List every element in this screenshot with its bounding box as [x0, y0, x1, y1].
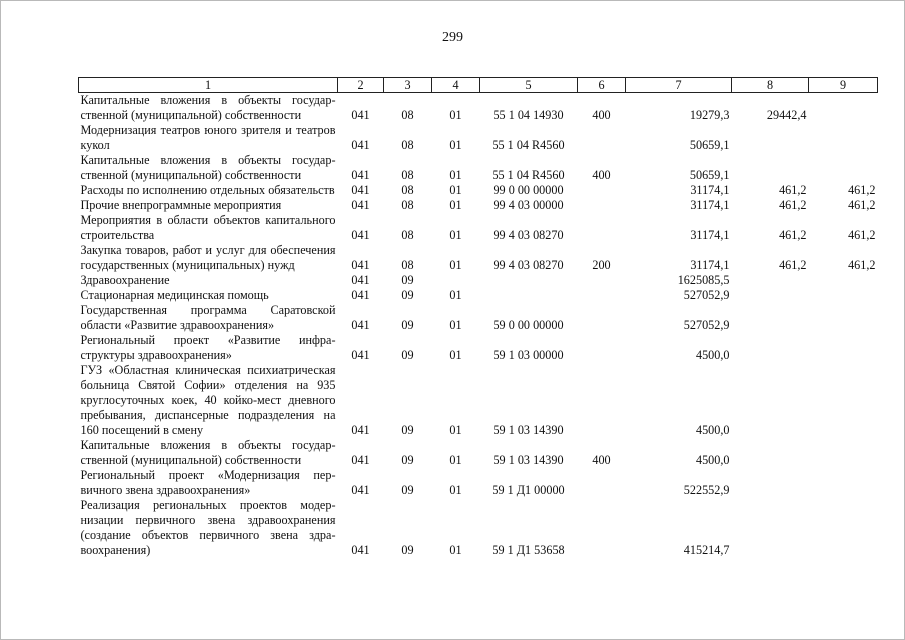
section-code-cell: 09 — [401, 288, 414, 302]
column-header-8: 8 — [732, 78, 809, 93]
expense-type-cell: 400 — [592, 108, 611, 122]
table-row — [79, 213, 878, 243]
section-code-cell: 09 — [401, 423, 414, 437]
section-code-cell: 09 — [401, 318, 414, 332]
section-code-cell: 08 — [401, 228, 414, 242]
subsection-code-cell: 01 — [449, 168, 462, 182]
amount-col9-cell: 461,2 — [848, 258, 876, 272]
section-code-cell: 08 — [401, 138, 414, 152]
table-body — [79, 93, 878, 559]
row-name-cell: Реализация региональных проектов модернизации первичного звена здравоохранения (создание объектов первичного звена здравоохранения) — [80, 498, 336, 557]
row-name-cell: Расходы по исполнению отдельных обязательств — [80, 183, 335, 197]
subsection-code-cell: 01 — [449, 318, 462, 332]
section-code-cell: 08 — [401, 183, 414, 197]
amount-col7-cell: 50659,1 — [689, 168, 730, 182]
amount-col7-cell: 31174,1 — [690, 198, 730, 212]
department-code-cell: 041 — [351, 318, 370, 332]
department-code-cell: 041 — [351, 138, 370, 152]
target-article-cell: 59 0 00 00000 — [493, 318, 564, 332]
column-header-1: 1 — [79, 78, 338, 93]
table-row — [79, 123, 878, 153]
amount-col8-cell — [732, 498, 809, 558]
department-code-cell: 041 — [351, 273, 370, 287]
department-code-cell: 041 — [351, 423, 370, 437]
row-name-cell: Закупка товаров, работ и услуг для обеспечения государственных (муниципальных) нужд — [80, 243, 336, 272]
amount-col7-cell: 527052,9 — [683, 288, 730, 302]
amount-col7-cell: 31174,1 — [690, 228, 730, 242]
department-code-cell: 041 — [351, 198, 370, 212]
subsection-code-cell — [432, 273, 480, 288]
amount-col9-cell — [809, 303, 878, 333]
target-article-cell: 55 1 04 14930 — [493, 108, 564, 122]
department-code-cell: 041 — [351, 288, 370, 302]
expense-type-cell — [578, 303, 626, 333]
target-article-cell — [480, 288, 578, 303]
amount-col8-cell — [732, 123, 809, 153]
amount-col9-cell — [809, 363, 878, 438]
amount-col8-cell — [732, 288, 809, 303]
department-code-cell: 041 — [351, 168, 370, 182]
column-header-4: 4 — [432, 78, 480, 93]
expense-type-cell — [578, 333, 626, 363]
amount-col7-cell: 4500,0 — [695, 348, 730, 362]
amount-col9-cell: 461,2 — [848, 228, 876, 242]
amount-col8-cell: 461,2 — [779, 183, 807, 197]
amount-col8-cell — [732, 468, 809, 498]
amount-col8-cell — [732, 438, 809, 468]
amount-col9-cell — [809, 498, 878, 558]
target-article-cell: 99 4 03 08270 — [493, 258, 564, 272]
amount-col8-cell — [732, 363, 809, 438]
subsection-code-cell: 01 — [449, 543, 462, 557]
subsection-code-cell: 01 — [449, 228, 462, 242]
table-row — [79, 93, 878, 124]
amount-col8-cell: 461,2 — [779, 198, 807, 212]
expense-type-cell — [578, 498, 626, 558]
amount-col8-cell: 461,2 — [779, 258, 807, 272]
subsection-code-cell: 01 — [449, 198, 462, 212]
column-header-6: 6 — [578, 78, 626, 93]
amount-col7-cell: 19279,3 — [689, 108, 730, 122]
section-code-cell: 08 — [401, 108, 414, 122]
amount-col9-cell — [809, 468, 878, 498]
column-header-9: 9 — [809, 78, 878, 93]
department-code-cell: 041 — [351, 183, 370, 197]
expense-type-cell: 200 — [592, 258, 611, 272]
section-code-cell: 09 — [401, 483, 414, 497]
amount-col8-cell — [732, 153, 809, 183]
table-row — [79, 153, 878, 183]
table-row — [79, 198, 878, 213]
amount-col9-cell — [809, 93, 878, 124]
amount-col7-cell: 31174,1 — [690, 258, 730, 272]
target-article-cell: 59 1 03 00000 — [493, 348, 564, 362]
department-code-cell: 041 — [351, 108, 370, 122]
amount-col7-cell: 4500,0 — [695, 423, 730, 437]
subsection-code-cell: 01 — [449, 348, 462, 362]
row-name-cell: Мероприятия в области объектов капитального строительства — [80, 213, 336, 242]
target-article-cell: 59 1 03 14390 — [493, 423, 564, 437]
section-code-cell: 08 — [401, 168, 414, 182]
target-article-cell: 99 4 03 08270 — [493, 228, 564, 242]
row-name-cell: Региональный проект «Развитие инфраструктуры здравоохранения» — [80, 333, 336, 362]
expense-type-cell: 400 — [592, 168, 611, 182]
column-header-3: 3 — [384, 78, 432, 93]
expense-type-cell — [578, 288, 626, 303]
amount-col8-cell — [732, 333, 809, 363]
table-header-row — [79, 78, 878, 93]
column-header-2: 2 — [338, 78, 384, 93]
table-row — [79, 183, 878, 198]
department-code-cell: 041 — [351, 228, 370, 242]
amount-col8-cell: 29442,4 — [766, 108, 807, 122]
expense-type-cell — [578, 183, 626, 198]
table-row — [79, 243, 878, 273]
amount-col9-cell — [809, 438, 878, 468]
row-name-cell: Государственная программа Саратовской области «Развитие здравоохранения» — [80, 303, 336, 332]
target-article-cell: 59 1 Д1 00000 — [492, 483, 565, 497]
expense-type-cell — [578, 213, 626, 243]
amount-col7-cell: 527052,9 — [683, 318, 730, 332]
amount-col7-cell: 415214,7 — [683, 543, 730, 557]
subsection-code-cell: 01 — [449, 483, 462, 497]
section-code-cell: 09 — [401, 348, 414, 362]
target-article-cell — [480, 273, 578, 288]
table-row — [79, 468, 878, 498]
row-name-cell: Здравоохранение — [80, 273, 170, 287]
table-row — [79, 363, 878, 438]
expense-type-cell — [578, 273, 626, 288]
amount-col9-cell — [809, 288, 878, 303]
section-code-cell: 09 — [401, 273, 414, 287]
row-name-cell: ГУЗ «Областная клиническая психиатрическая больница Святой Софии» отделения на 935 круглосуточных коек, 40 койко-мест дневного пребывания, диспансерные подразделения на 160 посещений в смену — [80, 363, 336, 437]
amount-col7-cell: 31174,1 — [690, 183, 730, 197]
amount-col7-cell: 4500,0 — [695, 453, 730, 467]
subsection-code-cell: 01 — [449, 423, 462, 437]
row-name-cell: Стационарная медицинская помощь — [80, 288, 269, 302]
target-article-cell: 55 1 04 R4560 — [492, 138, 565, 152]
expense-type-cell — [578, 198, 626, 213]
subsection-code-cell: 01 — [449, 288, 462, 302]
amount-col8-cell: 461,2 — [779, 228, 807, 242]
section-code-cell: 08 — [401, 258, 414, 272]
department-code-cell: 041 — [351, 348, 370, 362]
subsection-code-cell: 01 — [449, 258, 462, 272]
table-row — [79, 288, 878, 303]
target-article-cell: 59 1 03 14390 — [493, 453, 564, 467]
department-code-cell: 041 — [351, 483, 370, 497]
table-row — [79, 498, 878, 558]
budget-table — [78, 77, 878, 558]
subsection-code-cell: 01 — [449, 453, 462, 467]
target-article-cell: 99 4 03 00000 — [493, 198, 564, 212]
row-name-cell: Модернизация театров юного зрителя и театров кукол — [80, 123, 336, 152]
table-row — [79, 438, 878, 468]
target-article-cell: 55 1 04 R4560 — [492, 168, 565, 182]
amount-col8-cell — [732, 273, 809, 288]
section-code-cell: 08 — [401, 198, 414, 212]
table-row — [79, 333, 878, 363]
row-name-cell: Капитальные вложения в объекты государственной (муниципальной) собственности — [80, 93, 336, 122]
department-code-cell: 041 — [351, 258, 370, 272]
subsection-code-cell: 01 — [449, 138, 462, 152]
row-name-cell: Прочие внепрограммные мероприятия — [80, 198, 282, 212]
amount-col9-cell — [809, 153, 878, 183]
section-code-cell: 09 — [401, 453, 414, 467]
amount-col9-cell — [809, 333, 878, 363]
expense-type-cell — [578, 123, 626, 153]
subsection-code-cell: 01 — [449, 108, 462, 122]
amount-col9-cell — [809, 123, 878, 153]
section-code-cell: 09 — [401, 543, 414, 557]
row-name-cell: Капитальные вложения в объекты государственной (муниципальной) собственности — [80, 438, 336, 467]
amount-col9-cell: 461,2 — [848, 198, 876, 212]
table-row — [79, 303, 878, 333]
amount-col7-cell: 1625085,5 — [677, 273, 730, 287]
amount-col9-cell — [809, 273, 878, 288]
subsection-code-cell: 01 — [449, 183, 462, 197]
column-header-7: 7 — [626, 78, 732, 93]
column-header-5: 5 — [480, 78, 578, 93]
row-name-cell: Капитальные вложения в объекты государственной (муниципальной) собственности — [80, 153, 336, 182]
amount-col7-cell: 522552,9 — [683, 483, 730, 497]
department-code-cell: 041 — [351, 543, 370, 557]
page-number: 299 — [442, 30, 463, 45]
row-name-cell: Региональный проект «Модернизация первичного звена здравоохранения» — [80, 468, 336, 497]
expense-type-cell — [578, 468, 626, 498]
department-code-cell: 041 — [351, 453, 370, 467]
amount-col7-cell: 50659,1 — [689, 138, 730, 152]
amount-col9-cell: 461,2 — [848, 183, 876, 197]
expense-type-cell: 400 — [592, 453, 611, 467]
table-row — [79, 273, 878, 288]
target-article-cell: 59 1 Д1 53658 — [492, 543, 565, 557]
amount-col8-cell — [732, 303, 809, 333]
target-article-cell: 99 0 00 00000 — [493, 183, 564, 197]
expense-type-cell — [578, 363, 626, 438]
